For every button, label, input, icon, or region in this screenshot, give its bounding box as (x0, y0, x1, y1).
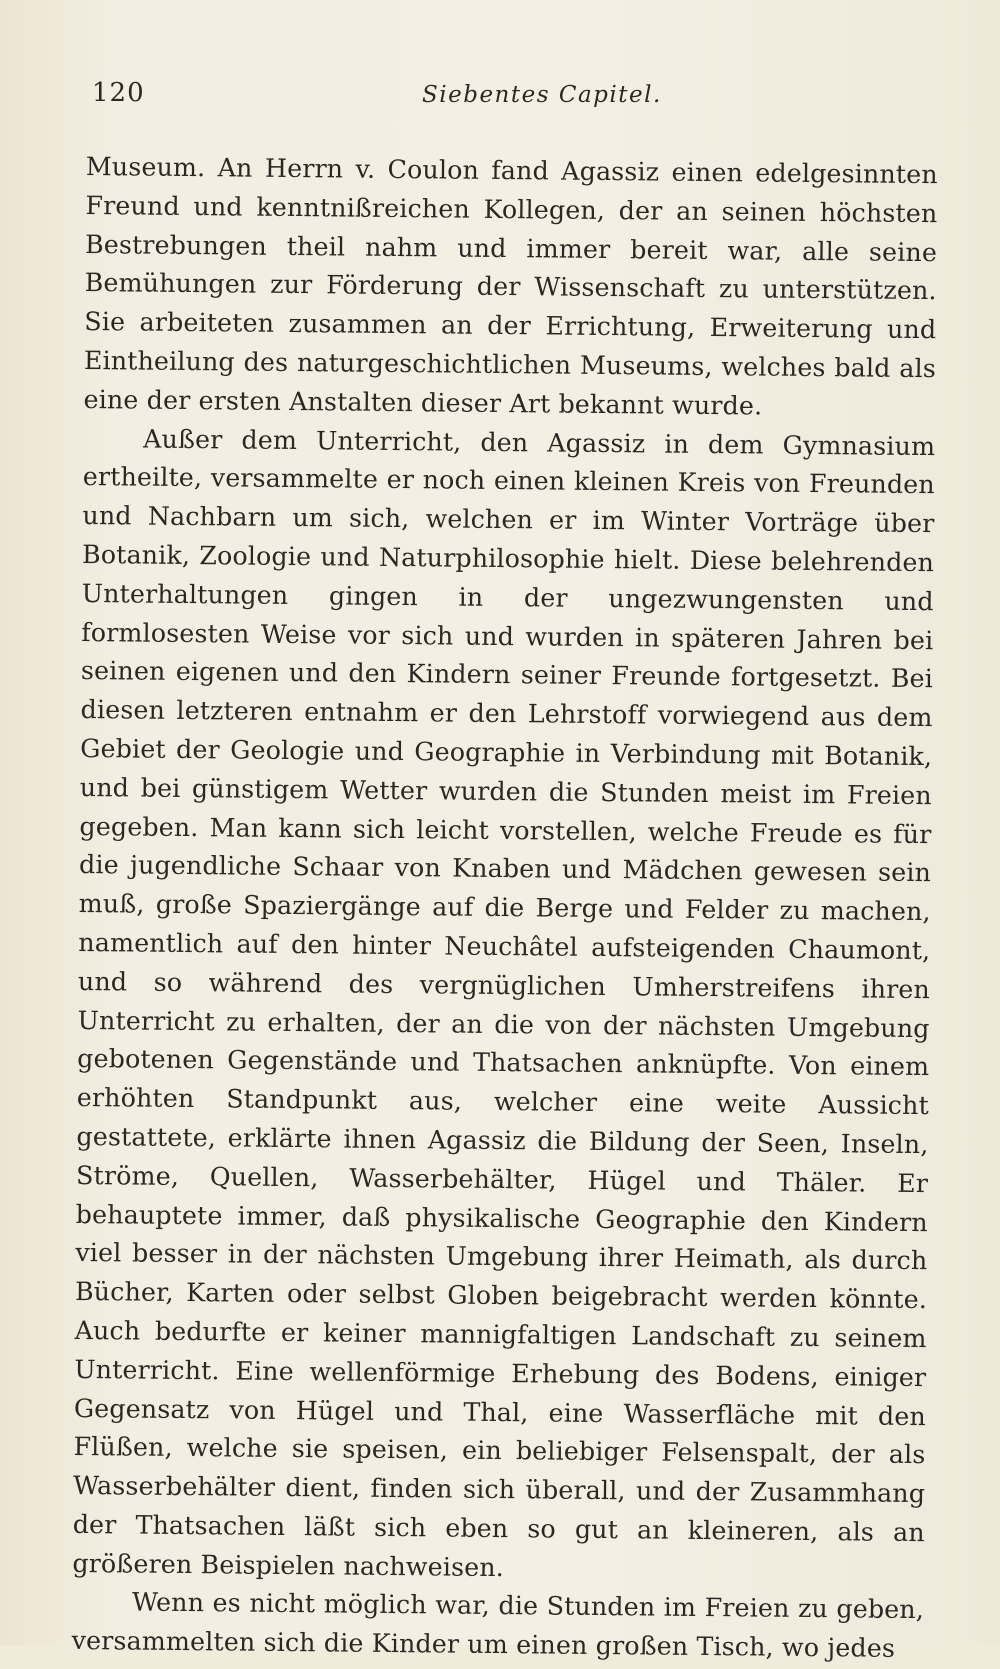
page-number: 120 (92, 78, 145, 108)
paragraph-2: Außer dem Unterricht, den Agassiz in dem Gymnasium ertheilte, versammelte er noch einen kleinen Kreis von Freunden und Nachbarn um sich, welchen er im Winter Vorträge über Botanik, Zoologie und Naturphilosophie hielt. Diese belehrenden Unterhaltungen gingen in der ungezwungensten und formlosesten Weise vor sich und wurden in späteren Jahren bei seinen eigenen und den Kindern seiner Freunde fortgesetzt. Bei diesen letzteren entnahm er den Lehrstoff vorwiegend aus dem Gebiet der Geologie und Geographie in Verbindung mit Botanik, und bei günstigem Wetter wurden die Stunden meist im Freien gegeben. Man kann sich leicht vorstellen, welche Freude es für die jugendliche Schaar von Knaben und Mädchen gewesen sein muß, große Spaziergänge auf die Berge und Felder zu machen, namentlich auf den hinter Neuchâtel aufsteigenden Chaumont, und so während des vergnüglichen Umherstreifens ihren Unterricht zu erhalten, der an die von der nächsten Umgebung gebotenen Gegenstände und Thatsachen anknüpfte. Von einem erhöhten Standpunkt aus, welcher eine weite Aussicht gestattete, erklärte ihnen Agassiz die Bildung der Seen, Inseln, Ströme, Quellen, Wasserbehälter, Hügel und Thäler. Er behauptete immer, daß physikalische Geographie den Kindern viel besser in der nächsten Umgebung ihrer Heimath, als durch Bücher, Karten oder selbst Globen beigebracht werden könnte. Auch bedurfte er keiner mannigfaltigen Landschaft zu seinem Unterricht. Eine wellenförmige Erhebung des Bodens, einiger Gegensatz von Hügel und Thal, eine Wasserfläche mit den Flüßen, welche sie speisen, ein beliebiger Felsenspalt, der als Wasserbehälter dient, finden sich überall, und der Zusammhang der Thatsachen läßt sich eben so gut an kleineren, als an größeren Beispielen nachweisen. (72, 424, 936, 1582)
body-text (71, 148, 937, 1669)
running-head: Siebentes Capitel. (422, 82, 662, 108)
page-header (92, 78, 932, 118)
paragraph-3: Wenn es nicht möglich war, die Stunden im Freien zu geben, versammelten sich die Kinder um einen großen Tisch, wo jedes (71, 1587, 925, 1664)
paragraph-1: Museum. An Herrn v. Coulon fand Agassiz einen edelgesinnten Freund und kenntnißreichen Kollegen, der an seinen höchsten Bestrebungen theil nahm und immer bereit war, alle seine Bemühungen zur Förderung der Wissenschaft zu unterstützen. Sie arbeiteten zusammen an der Errichtung, Erweiterung und Eintheilung des naturgeschichtlichen Museums, welches bald als eine der ersten Anstalten dieser Art bekannt wurde. (83, 151, 938, 421)
